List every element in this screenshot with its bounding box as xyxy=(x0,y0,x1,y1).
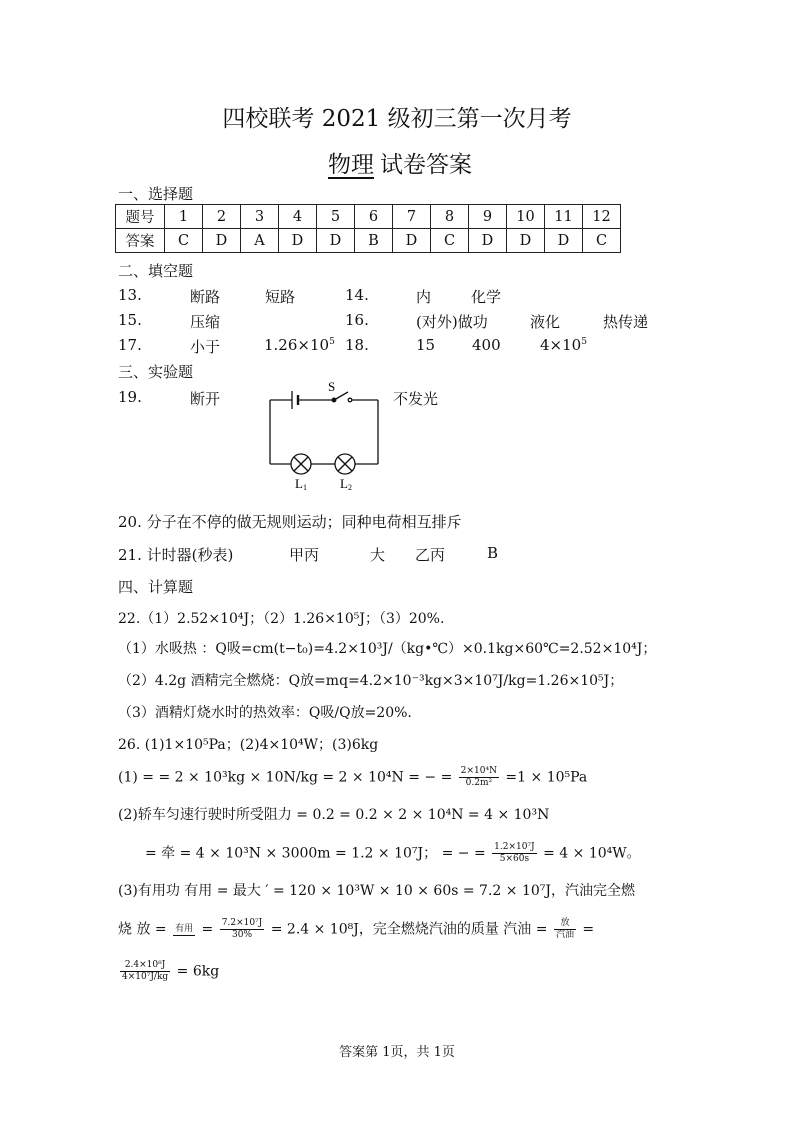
q14-answer-1: 内 xyxy=(416,288,432,306)
q26-step-5-mid: = 2.4 × 10⁸J，完全燃烧汽油的质量 汽油 = xyxy=(270,921,548,938)
q20-answer: 20. 分子在不停的做无规则运动；同种电荷相互排斥 xyxy=(118,513,462,531)
fraction xyxy=(459,766,499,789)
fraction-numerator: 1.2×10⁷J xyxy=(494,842,535,852)
page-title: 四校联考 2021 级初三第一次月考 xyxy=(222,106,572,132)
fraction-numerator: 有用 xyxy=(175,923,194,934)
q22-step-3: （3）酒精灯烧水时的热效率：Q吸/Q放=20%. xyxy=(118,705,412,721)
q19-number: 19. xyxy=(118,388,142,406)
q26-step-1-result: =1 × 10⁵Pa xyxy=(505,769,588,786)
q19-answer-2: 不发光 xyxy=(393,390,439,408)
fraction-numerator: 7.2×10⁷J xyxy=(221,918,263,928)
circuit-diagram xyxy=(262,380,387,492)
q16-answer-1: (对外)做功 xyxy=(416,313,488,331)
table-row-numbers xyxy=(116,205,621,229)
fraction xyxy=(220,918,265,941)
switch-contact xyxy=(348,398,352,402)
q17-answer-2 xyxy=(264,336,335,354)
q26-step-3-text: = 牵 = 4 × 10³N × 3000m = 1.2 × 10⁷J； = − = xyxy=(145,845,486,862)
table-cell: 6 xyxy=(355,205,393,229)
fraction-numerator: 放 xyxy=(554,918,576,930)
table-cell: D xyxy=(393,229,431,253)
q18-answer-3-exp: 5 xyxy=(581,337,587,347)
q26-step-5-end: = xyxy=(582,921,595,938)
q19-answer-1: 断开 xyxy=(190,390,221,408)
switch-blade xyxy=(334,392,348,400)
q15-answer-1: 压缩 xyxy=(190,313,221,331)
lamp-l2-label xyxy=(340,476,352,492)
q22-step-2: （2）4.2g 酒精完全燃烧：Q放=mq=4.2×10⁻³kg×3×10⁷J/kg=1.26×10⁵J； xyxy=(118,673,624,689)
table-cell: D xyxy=(279,229,317,253)
section-heading-experiment: 三、实验题 xyxy=(118,363,194,381)
table-cell: 9 xyxy=(469,205,507,229)
table-cell: D xyxy=(507,229,545,253)
q16-answer-3: 热传递 xyxy=(603,313,649,331)
lamp-l2-letter: L xyxy=(340,476,348,491)
q21-answer-2: 大 xyxy=(370,546,386,564)
q18-answer-3-base: 4×10 xyxy=(540,336,582,354)
fraction-denominator: 汽油 xyxy=(555,930,574,940)
q21-answer-1: 甲丙 xyxy=(289,546,320,564)
table-cell: C xyxy=(165,229,203,253)
q14-number: 14. xyxy=(345,286,369,304)
table-cell: 12 xyxy=(583,205,621,229)
lamp-l1-letter: L xyxy=(295,476,303,491)
table-cell: C xyxy=(583,229,621,253)
q17-answer-2-base: 1.26×10 xyxy=(264,336,330,354)
fraction-denominator: 0.2m² xyxy=(465,778,493,788)
q26-step-5: 烧 放 = 有用 = $\frac{\text{7.2×10⁷J}}{30\%}$ = 2.4 × 10⁸J，完全燃烧汽油的质量 汽油 = $\frac{\text{放}}{\text{汽油}}$ = xyxy=(118,918,595,940)
q26-step-1-text: (1) = = 2 × 10³kg × 10N/kg = 2 × 10⁴N = − = xyxy=(118,769,453,786)
table-cell: 10 xyxy=(507,205,545,229)
q17-answer-2-exp: 5 xyxy=(329,337,335,347)
q22-step-1: （1）水吸热 ：Q吸=cm(t−t₀)=4.2×10³J/（kg•℃）×0.1kg×60℃=2.52×10⁴J； xyxy=(118,641,657,657)
subject-name: 物理 xyxy=(328,152,374,178)
q14-answer-2: 化学 xyxy=(471,288,502,306)
lamp-l1-sub: 1 xyxy=(302,483,307,492)
fraction xyxy=(492,842,537,865)
table-cell: 4 xyxy=(279,205,317,229)
table-cell: 3 xyxy=(241,205,279,229)
fraction-denominator: 4×10⁷J/kg xyxy=(122,972,169,982)
table-cell: B xyxy=(355,229,393,253)
q26-step-3 xyxy=(145,842,641,865)
fraction-numerator: 2×10⁴N xyxy=(460,766,497,776)
section-heading-calculation: 四、计算题 xyxy=(118,578,194,596)
switch-label: S xyxy=(328,380,336,394)
q13-number: 13. xyxy=(118,286,142,304)
q18-answer-3 xyxy=(540,336,587,354)
answer-table xyxy=(115,204,621,253)
fraction-numerator: 2.4×10⁸J xyxy=(120,960,170,972)
q26-step-6 xyxy=(118,960,219,983)
q18-number: 18. xyxy=(345,336,369,354)
table-header-cell: 答案 xyxy=(116,229,165,253)
q13-answer-1: 断路 xyxy=(190,288,221,306)
table-row-answers xyxy=(116,229,621,253)
q16-number: 16. xyxy=(345,311,369,329)
lamp-l1-label xyxy=(295,476,307,492)
q21-answer-4: B xyxy=(487,544,499,562)
table-cell: 11 xyxy=(545,205,583,229)
fraction xyxy=(120,960,170,983)
q26-step-3-result: = 4 × 10⁴W。 xyxy=(543,845,641,862)
q18-answer-2: 400 xyxy=(472,336,501,354)
q13-answer-2: 短路 xyxy=(265,288,296,306)
table-header-cell: 题号 xyxy=(116,205,165,229)
lamp-l2-sub: 2 xyxy=(347,483,352,492)
page-subtitle xyxy=(0,146,794,179)
q26-summary: 26. (1)1×10⁵Pa；(2)4×10⁴W；(3)6kg xyxy=(118,737,379,753)
q26-step-6-result: = 6kg xyxy=(176,963,220,980)
table-cell: D xyxy=(545,229,583,253)
table-cell: 2 xyxy=(203,205,241,229)
q17-answer-1: 小于 xyxy=(190,338,221,356)
table-cell: D xyxy=(469,229,507,253)
fraction-denominator: 30% xyxy=(232,930,253,940)
table-cell: 5 xyxy=(317,205,355,229)
table-cell: D xyxy=(317,229,355,253)
table-cell: A xyxy=(241,229,279,253)
q21-answer-3: 乙丙 xyxy=(415,546,446,564)
q21-number: 21. 计时器(秒表) xyxy=(118,546,234,564)
q17-number: 17. xyxy=(118,336,142,354)
fraction-denominator: 5×60s xyxy=(499,854,530,864)
q26-step-5-text: 烧 放 = xyxy=(118,921,167,938)
fraction xyxy=(173,924,195,936)
page-footer: 答案第 1页，共 1页 xyxy=(339,1045,455,1060)
table-cell: D xyxy=(203,229,241,253)
q26-step-2: (2)轿车匀速行驶时所受阻力 = 0.2 = 0.2 × 2 × 10⁴N = 4 × 10³N xyxy=(118,807,550,823)
section-heading-fill: 二、填空题 xyxy=(118,262,194,280)
section-heading-choice: 一、选择题 xyxy=(118,185,194,203)
q22-summary: 22.（1）2.52×10⁴J；（2）1.26×10⁵J；（3）20%. xyxy=(118,611,445,627)
fraction xyxy=(554,918,576,941)
q18-answer-1: 15 xyxy=(416,336,436,354)
q26-step-1 xyxy=(118,766,587,789)
table-cell: C xyxy=(431,229,469,253)
table-cell: 1 xyxy=(165,205,203,229)
q16-answer-2: 液化 xyxy=(530,313,561,331)
table-cell: 7 xyxy=(393,205,431,229)
subtitle-rest: 试卷答案 xyxy=(380,152,472,178)
q26-step-4: (3)有用功 有用 = 最大 ′ = 120 × 10³W × 10 × 60s = 7.2 × 10⁷J，汽油完全燃 xyxy=(118,883,635,899)
table-cell: 8 xyxy=(431,205,469,229)
q15-number: 15. xyxy=(118,311,142,329)
